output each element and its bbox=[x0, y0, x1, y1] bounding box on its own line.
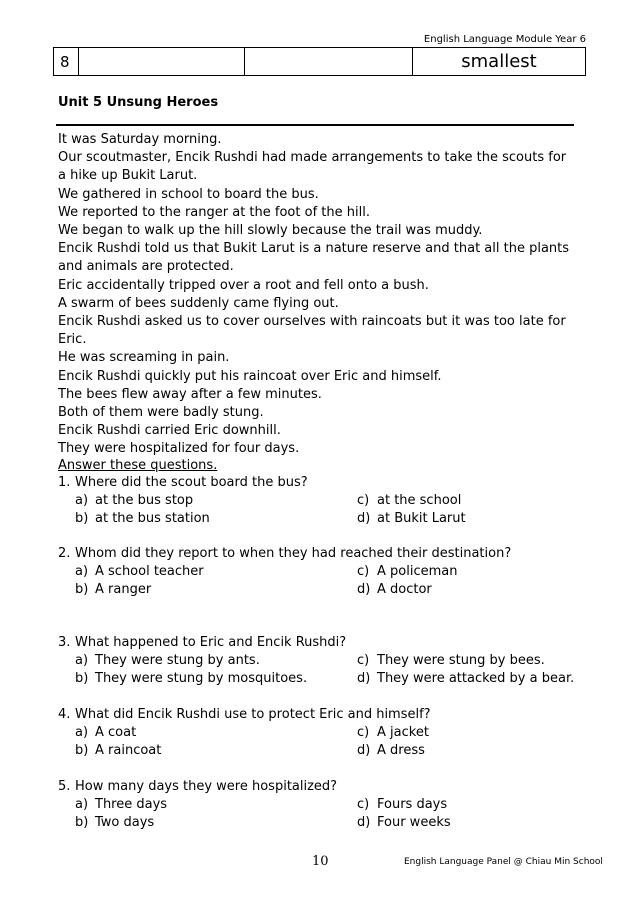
question-text: Whom did they report to when they had reached their destination? bbox=[75, 546, 512, 561]
option-a[interactable]: a) Three days bbox=[75, 797, 168, 812]
question-number: 4. bbox=[58, 707, 71, 722]
option-b[interactable]: b) at the bus station bbox=[75, 511, 210, 526]
option-b[interactable]: b) They were stung by mosquitoes. bbox=[75, 671, 308, 686]
option-d[interactable]: d) A dress bbox=[357, 743, 425, 758]
story-line: A swarm of bees suddenly came flying out. bbox=[58, 295, 339, 311]
option-d[interactable]: d) They were attacked by a bear. bbox=[357, 671, 575, 686]
story-line: Encik Rushdi quickly put his raincoat over Eric and himself. bbox=[58, 368, 442, 384]
row-number: 8 bbox=[54, 48, 79, 76]
option-b[interactable]: b) A raincoat bbox=[75, 743, 162, 758]
question-number: 3. bbox=[58, 635, 71, 650]
question-2 bbox=[58, 545, 578, 599]
question-5 bbox=[58, 778, 578, 832]
option-c[interactable]: c) They were stung by bees. bbox=[357, 653, 545, 668]
story-line: Encik Rushdi asked us to cover ourselves with raincoats but it was too late for Eric. bbox=[58, 314, 566, 348]
story-line: The bees flew away after a few minutes. bbox=[58, 386, 322, 402]
story-line: Our scoutmaster, Encik Rushdi had made arrangements to take the scouts for a hike up Bukit Larut. bbox=[58, 150, 567, 184]
question-text: Where did the scout board the bus? bbox=[75, 475, 308, 490]
question-3 bbox=[58, 634, 578, 688]
option-a[interactable]: a) at the bus stop bbox=[75, 493, 194, 508]
option-c[interactable]: c) A policeman bbox=[357, 564, 458, 579]
table-cell-smallest: smallest bbox=[413, 48, 586, 76]
option-c[interactable]: c) at the school bbox=[357, 493, 462, 508]
question-number: 1. bbox=[58, 475, 71, 490]
unit-title: Unit 5 Unsung Heroes bbox=[58, 95, 219, 110]
option-d[interactable]: d) A doctor bbox=[357, 582, 432, 597]
story-line: They were hospitalized for four days. bbox=[58, 441, 300, 457]
story-line: Eric accidentally tripped over a root and fell onto a bush. bbox=[58, 277, 429, 293]
option-c[interactable]: c) Fours days bbox=[357, 797, 448, 812]
module-header: English Language Module Year 6 bbox=[423, 34, 586, 45]
story-line: He was screaming in pain. bbox=[58, 350, 230, 366]
option-a[interactable]: a) They were stung by ants. bbox=[75, 653, 260, 668]
table-cell bbox=[245, 48, 413, 76]
option-a[interactable]: a) A coat bbox=[75, 725, 137, 740]
answer-heading: Answer these questions. bbox=[58, 458, 218, 473]
question-text: What happened to Eric and Encik Rushdi? bbox=[75, 635, 347, 650]
divider bbox=[56, 124, 574, 126]
story-line: Encik Rushdi told us that Bukit Larut is a nature reserve and that all the plants and animals are protected. bbox=[58, 241, 570, 275]
option-b[interactable]: b) Two days bbox=[75, 815, 155, 830]
page-number: 10 bbox=[312, 854, 329, 869]
option-b[interactable]: b) A ranger bbox=[75, 582, 152, 597]
story-line: Both of them were badly stung. bbox=[58, 405, 264, 421]
question-4 bbox=[58, 706, 578, 760]
question-text: What did Encik Rushdi use to protect Eric and himself? bbox=[75, 707, 431, 722]
option-a[interactable]: a) A school teacher bbox=[75, 564, 204, 579]
option-d[interactable]: d) at Bukit Larut bbox=[357, 511, 466, 526]
footer-panel: English Language Panel @ Chiau Min School bbox=[404, 857, 603, 867]
question-number: 2. bbox=[58, 546, 71, 561]
table-cell bbox=[79, 48, 245, 76]
question-number: 5. bbox=[58, 779, 71, 794]
story-line: We gathered in school to board the bus. bbox=[58, 186, 319, 202]
question-1 bbox=[58, 474, 578, 528]
vocab-table-row bbox=[53, 47, 586, 76]
story-line: It was Saturday morning. bbox=[58, 132, 222, 147]
story-passage bbox=[58, 131, 578, 459]
option-c[interactable]: c) A jacket bbox=[357, 725, 429, 740]
question-text: How many days they were hospitalized? bbox=[75, 779, 338, 794]
story-line: We began to walk up the hill slowly because the trail was muddy. bbox=[58, 223, 483, 239]
option-d[interactable]: d) Four weeks bbox=[357, 815, 451, 830]
story-line: We reported to the ranger at the foot of the hill. bbox=[58, 204, 370, 220]
story-line: Encik Rushdi carried Eric downhill. bbox=[58, 423, 281, 439]
